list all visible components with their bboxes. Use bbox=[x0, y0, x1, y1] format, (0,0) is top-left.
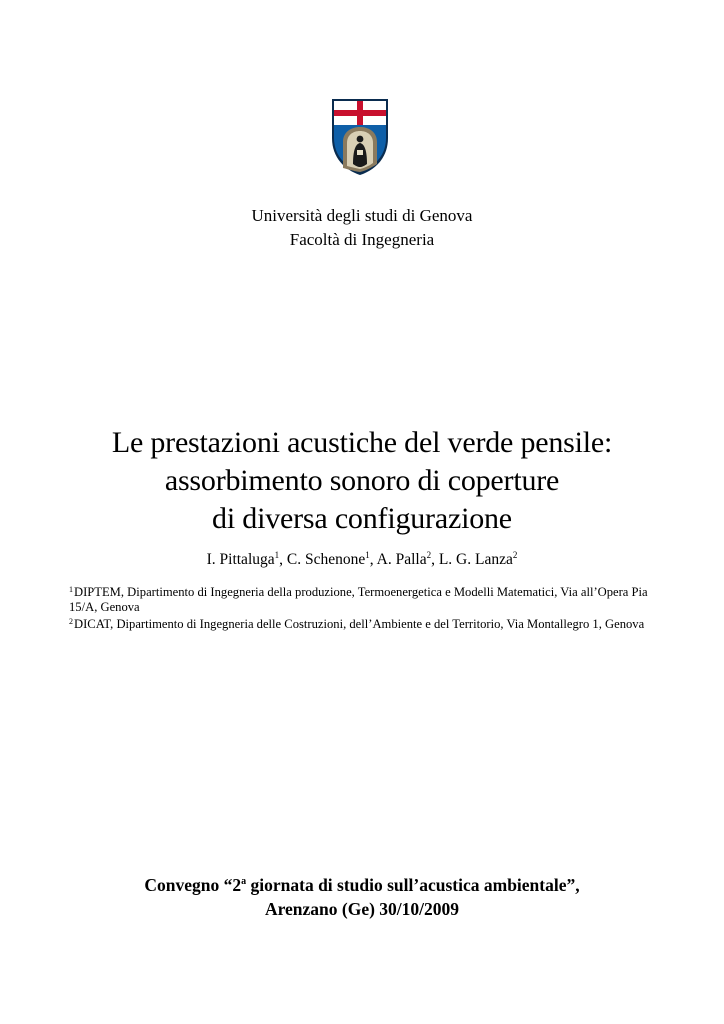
conference-ordinal: a bbox=[241, 876, 247, 887]
conference-prefix: Convegno “2 bbox=[144, 875, 242, 895]
affiliation-mark: 1 bbox=[69, 585, 73, 594]
faculty-name: Facoltà di Ingegneria bbox=[289, 230, 435, 249]
author-affiliation-mark: 2 bbox=[512, 550, 518, 560]
authors-line bbox=[0, 549, 724, 571]
paper-title-line-3: di diversa configurazione bbox=[212, 502, 512, 535]
affiliation-text: DIPTEM, Dipartimento di Ingegneria della produzione, Termoenergetica e Modelli Matematici, Via all’Opera Pia 15/A, Genova bbox=[69, 585, 648, 614]
author-name: C. Schenone bbox=[286, 551, 366, 568]
crest-figure-book bbox=[357, 150, 363, 155]
affiliation-mark: 2 bbox=[69, 617, 73, 626]
author-separator: , bbox=[431, 551, 439, 568]
crest-figure-head bbox=[357, 136, 364, 143]
author-affiliation-mark: 1 bbox=[365, 550, 370, 560]
paper-title-line-2: assorbimento sonoro di coperture bbox=[164, 464, 560, 497]
crest-cross-horizontal bbox=[334, 110, 386, 116]
author-name: L. G. Lanza bbox=[438, 551, 513, 568]
paper-title-line-1: Le prestazioni acustiche del verde pensile: bbox=[111, 426, 613, 459]
conference-title bbox=[0, 873, 724, 897]
affiliation-2 bbox=[69, 617, 659, 632]
author-name: I. Pittaluga bbox=[206, 551, 275, 568]
university-name: Università degli studi di Genova bbox=[251, 206, 473, 225]
author-separator: , bbox=[279, 551, 287, 568]
affiliation-1 bbox=[69, 585, 659, 614]
author-name: A. Palla bbox=[376, 551, 427, 568]
affiliation-text: DICAT, Dipartimento di Ingegneria delle Costruzioni, dell’Ambiente e del Territorio, Via Montallegro 1, Genova bbox=[74, 617, 645, 631]
conference-venue-date: Arenzano (Ge) 30/10/2009 bbox=[264, 899, 460, 919]
author-separator: , bbox=[369, 551, 377, 568]
author-affiliation-mark: 2 bbox=[426, 550, 432, 560]
university-crest-icon bbox=[331, 98, 389, 176]
author-affiliation-mark: 1 bbox=[274, 550, 280, 560]
conference-suffix: giornata di studio sull’acustica ambientale”, bbox=[246, 875, 580, 895]
